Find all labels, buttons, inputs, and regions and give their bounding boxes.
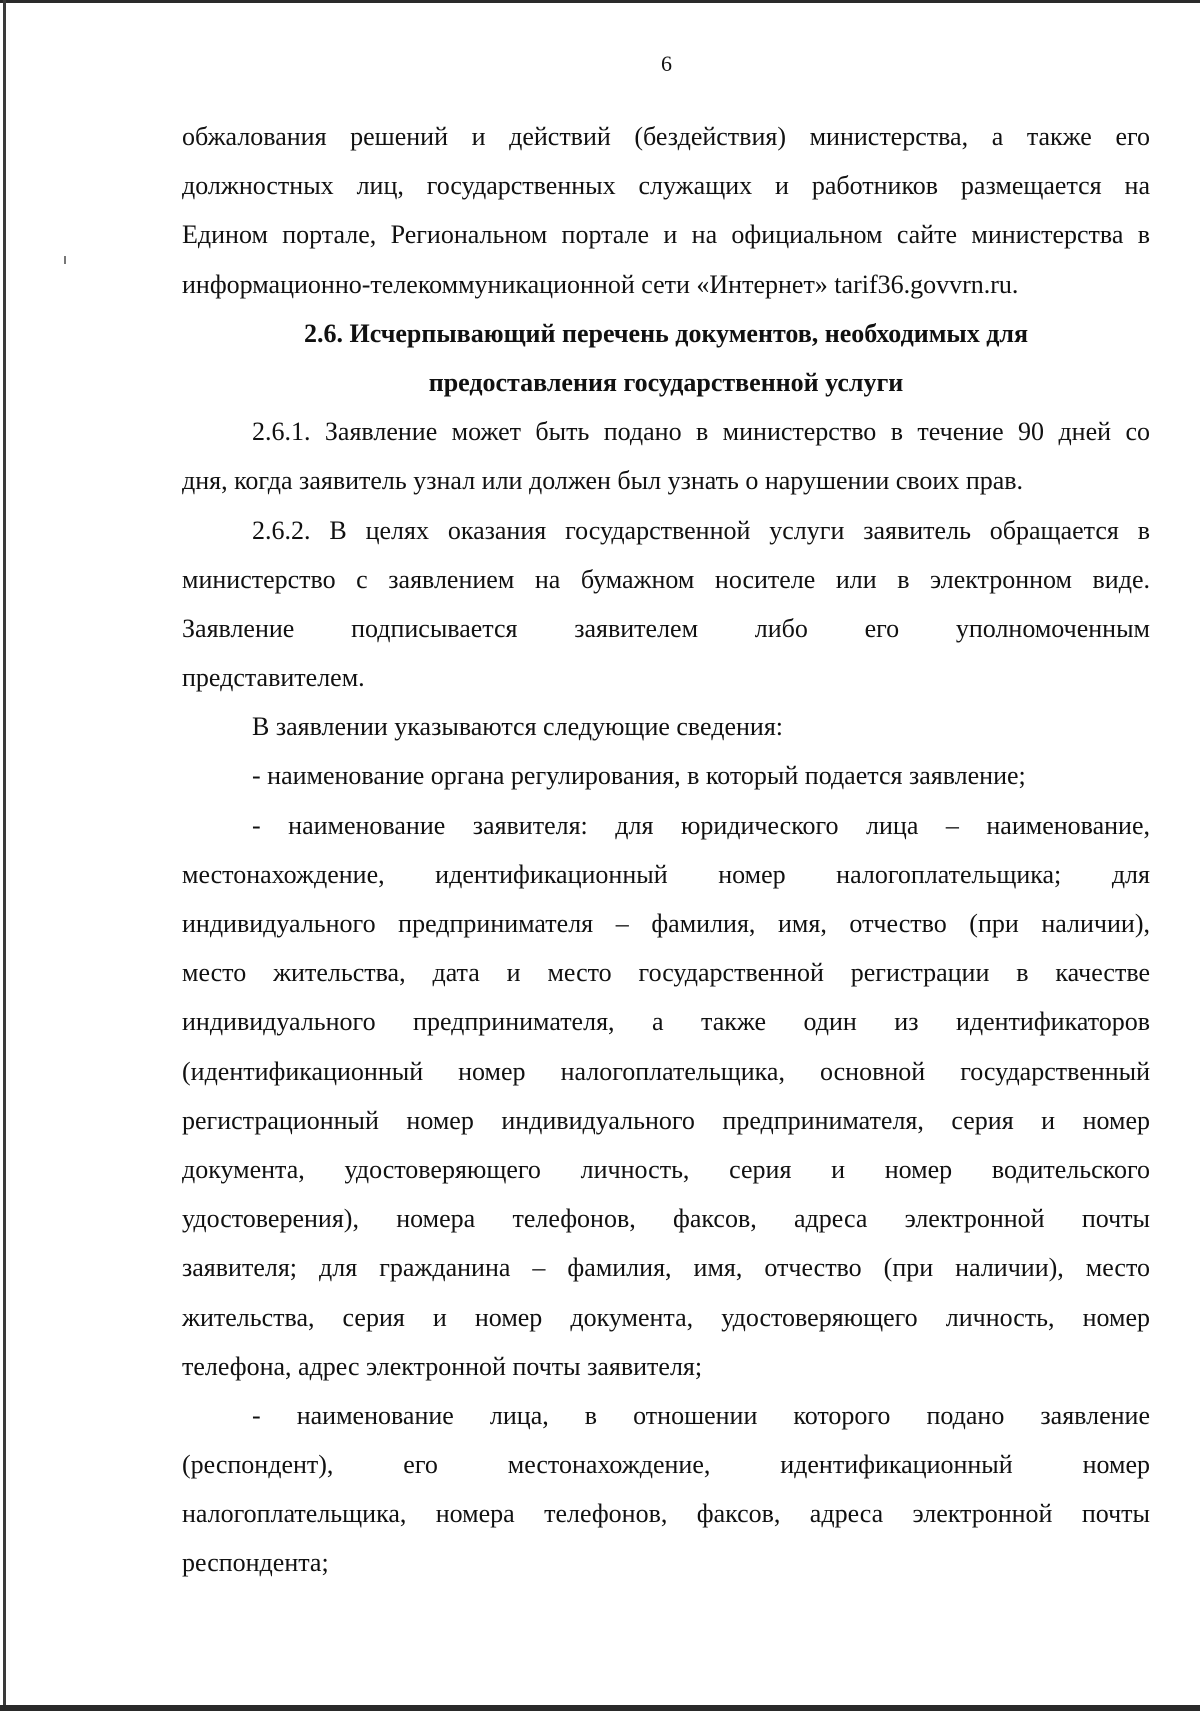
text-line: место жительства, дата и место государственной регистрации в качестве	[182, 958, 1150, 988]
text-line: В заявлении указываются следующие сведения:	[252, 712, 784, 742]
text-line: индивидуального предпринимателя, а также один из идентификаторов	[182, 1007, 1150, 1037]
list-item: - наименование лица, в отношении которого подано заявление	[252, 1400, 1150, 1430]
text-line: индивидуального предпринимателя – фамилия, имя, отчество (при наличии),	[182, 909, 1150, 938]
list-item: - наименование органа регулирования, в который подается заявление;	[252, 761, 1026, 791]
page-number: 6	[661, 51, 672, 76]
text-line: дня, когда заявитель узнал или должен был узнать о нарушении своих прав.	[182, 466, 1024, 496]
text-line: 2.6.1. Заявление может быть подано в министерство в течение 90 дней со	[252, 417, 1150, 447]
text-line: должностных лиц, государственных служащих и работников размещается на	[182, 171, 1150, 201]
text-line: Едином портале, Региональном портале и на официальном сайте министерства в	[182, 220, 1150, 250]
text-line: регистрационный номер индивидуального предпринимателя, серия и номер	[182, 1105, 1150, 1135]
text-line: представителем.	[182, 663, 365, 693]
text-line: обжалования решений и действий (бездействия) министерства, а также его	[182, 122, 1150, 151]
text-line: налогоплательщика, номера телефонов, факсов, адреса электронной почты	[182, 1499, 1150, 1529]
text-line: респондента;	[182, 1548, 329, 1578]
scan-edge-bottom	[0, 1705, 1200, 1711]
margin-mark	[64, 256, 66, 264]
document-body	[182, 112, 1150, 1588]
text-line: (идентификационный номер налогоплательщика, основной государственный	[182, 1056, 1150, 1086]
scan-edge-top	[0, 0, 1200, 3]
text-line: удостоверения), номера телефонов, факсов, адреса электронной почты	[182, 1204, 1150, 1234]
text-line: министерство с заявлением на бумажном носителе или в электронном виде.	[182, 564, 1150, 594]
text-line: жительства, серия и номер документа, удостоверяющего личность, номер	[182, 1302, 1150, 1332]
section-heading: 2.6. Исчерпывающий перечень документов, необходимых для	[303, 318, 1029, 348]
scan-edge-left	[3, 0, 6, 1711]
text-line: 2.6.2. В целях оказания государственной услуги заявитель обращается в	[252, 515, 1150, 545]
list-item: - наименование заявителя: для юридического лица – наименование,	[252, 810, 1150, 840]
section-heading: предоставления государственной услуги	[428, 367, 904, 397]
text-line: (респондент), его местонахождение, идентификационный номер	[182, 1450, 1150, 1480]
text-line: местонахождение, идентификационный номер налогоплательщика; для	[182, 859, 1150, 889]
text-line: телефона, адрес электронной почты заявителя;	[182, 1351, 703, 1381]
text-line: Заявление подписывается заявителем либо его уполномоченным	[182, 613, 1150, 643]
text-line: заявителя; для гражданина – фамилия, имя, отчество (при наличии), место	[182, 1253, 1150, 1283]
text-line: информационно-телекоммуникационной сети «Интернет» tarif36.govvrn.ru.	[182, 269, 1019, 299]
text-line: документа, удостоверяющего личность, серия и номер водительского	[182, 1154, 1150, 1184]
